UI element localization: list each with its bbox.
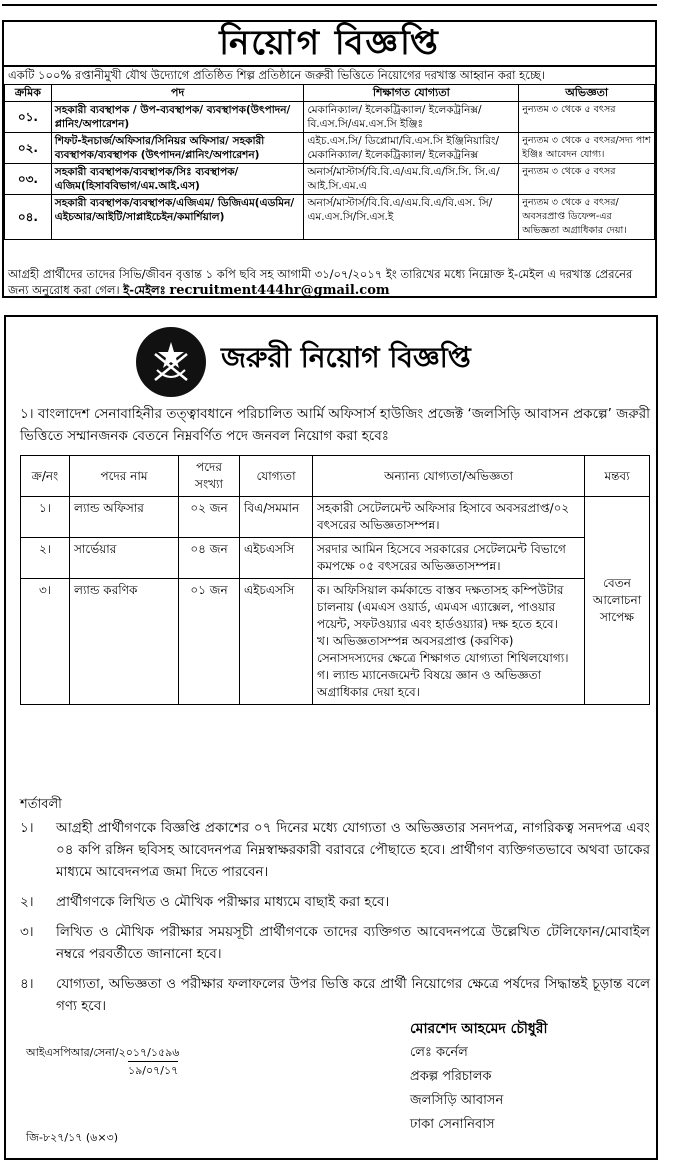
ad1-position-table [4,84,655,240]
job-ad-army-housing [4,315,658,1160]
term-text: আগ্রহী প্রার্থীগণকে বিজ্ঞপ্তি প্রকাশের ০৭ দিনের মধ্যে যোগ্যতা ও অভিজ্ঞতার সনদপত্র, নাগরিকত্ব সনদপত্র এবং ০৪ কপি রঙ্গিন ছবিসহ আবেদনপত্র নিম্নস্বাক্ষরকারী বরাবরে পৌছাতে হবে। প্রার্থীগণ ব্যক্তিগতভাবে অথবা ডাকের মাধ্যমে আবেদনপত্র জমা দিতে পারবেন। [56,820,650,880]
table-row [5,102,655,133]
table-row [21,579,650,705]
signature-block [410,1017,547,1137]
row-serial: ০২. [5,133,52,164]
terms-title: শর্তাবলী [20,797,62,812]
reference-number: আইএসপিআর/সেনা/২০১৭/১৫৯৬ [26,1046,180,1059]
row-post: সহকারী ব্যবস্থাপক/ব্যবস্থাপক/সিঃ ব্যবস্থাপক/ এজিম(হিসাববিভাগ/এম.আই.এস) [51,164,304,195]
ad-code: জি-৮২৭/১৭ (৬×৩) [26,1131,118,1144]
army-emblem-icon [136,327,206,397]
ad1-title: নিয়োগ বিজ্ঞপ্তি [219,23,440,63]
terms-list [20,817,650,1025]
table-row [5,195,655,240]
ad1-footer-text: আগ্রহী প্রার্থীদের তাদের সিভি/জীবন বৃত্তান্ত ১ কপি ছবি সহ আগামী ৩১/০৭/২০১৭ ইং তারিখের মধ্যে নিম্নোক্ত ই-মেইল এ দরখাস্ত প্রেরনের জন্য অনুরোধ করা গেল। [8,267,633,297]
signer-rank: লেঃ কর্নেল [410,1045,468,1060]
ad1-intro: একটি ১০০% রপ্তানীমুখী যৌথ উদ্যোগে প্রতিষ্ঠিত শিল্প প্রতিষ্ঠানে জরুরী ভিত্তিতে নিয়োগের দরখাস্ত আহ্বান করা হচ্ছে। [8,68,545,82]
ad1-footer [8,266,653,299]
term-number: ৪। [20,976,34,992]
reference [26,1045,179,1079]
col-header-serial: ক্রমিক [5,85,52,102]
list-item [20,891,650,913]
row-post: সহকারী ব্যবস্থাপক / উপ-ব্যবস্থাপক/ ব্যবস্থাপক(উৎপাদন/প্লানিং/অপারেশন) [51,102,304,133]
signer-title: প্রকল্প পরিচালক [410,1069,492,1084]
remark-cell [585,497,650,705]
col-header-post: পদ [51,85,304,102]
term-text: লিখিত ও মৌখিক পরীক্ষার সময়সূচী প্রার্থীগণকে তাদের ব্যক্তিগত আবেদনপত্রে উল্লেখিত টেলিফোন/মোবাইল নম্বরে পরবর্তীতে জানানো হবে। [56,924,650,962]
other-item-c: গ। ল্যান্ড ম্যানেজমেন্ট বিষয়ে জ্ঞান ও অভিজ্ঞতা অগ্রাধিকার দেয়া হবে। [317,668,542,699]
ad1-title-box [4,22,655,67]
table-header-row [5,85,655,102]
table-row [21,497,650,538]
ad2-headline: জরুরী নিয়োগ বিজ্ঞপ্তি [221,341,471,374]
col-header-serial: ক্র/নং [21,456,70,497]
row-education: মেকানিক্যাল/ ইলেকট্রিক্যাল/ ইলেকট্রনিক্স/বি.এস.সি/এম.এস.সি ইঞ্জিঃ [304,102,519,133]
row-serial: ০৩. [5,164,52,195]
row-post: শিফট-ইনচার্জ/অফিসার/সিনিয়র অফিসার/ সহকারী ব্যবস্থাপক/ব্যবস্থাপক (উৎপাদন/প্লানিং/অপারেশন) [51,133,304,164]
row-experience: নুন্যতম ৩ থেকে ৫ বৎসর [519,164,655,195]
job-ad-garments [2,20,657,298]
term-number: ২। [20,894,34,910]
col-header-count: পদের সংখ্যা [179,456,240,497]
row-serial: ৩। [21,579,70,705]
row-post: সহকারী ব্যবস্থাপক/ব্যবস্থাপক/এজিএম/ ডিজিএম(এডমিন/এইচআর/আইটি/সাপ্লাইচেইন/কমার্শিয়াল) [51,195,304,240]
row-post: সার্ভেয়ার [70,538,179,579]
ad2-position-table [20,455,650,705]
row-other: সহকারী সেটেলমেন্ট অফিসার হিসাবে অবসরপ্রাপ্ত/০২ বৎসরের অভিজ্ঞতাসম্পন্ন। [313,497,585,538]
term-text: প্রার্থীগণকে লিখিত ও মৌখিক পরীক্ষার মাধ্যমে বাছাই করা হবে। [56,894,390,910]
signer-project: জলসিড়ি আবাসন [410,1093,504,1108]
term-number: ১। [20,820,34,836]
col-header-post: পদের নাম [70,456,179,497]
row-serial: ১। [21,497,70,538]
row-post: ল্যান্ড করণিক [70,579,179,705]
table-row [21,538,650,579]
top-rule [2,4,657,6]
other-item-a: ক। অফিসিয়াল কর্মকান্ডে বাস্তব দক্ষতাসহ কম্পিউটার চালনায় (এমএস ওয়ার্ড, এমএস এ্যাক্সেল, পাওয়ার পয়েন্ট, সফটওয়্যার এবং হার্ডওয়্যার) দক্ষ হতে হবে। [317,583,564,631]
email-link[interactable]: recruitment444hr@gmail.com [169,283,390,298]
term-number: ৩। [20,924,34,940]
email-label: ই-মেইলঃ [123,283,166,297]
row-education: অনার্স/মাস্টার্স/বি.বি.এ/এম.বি.এ/বি.এস. সি/ এম.এস.সি/সি.এস.ই [304,195,519,240]
signer-place: ঢাকা সেনানিবাস [410,1117,495,1132]
row-education: এইচ.এস.সি/ ডিপ্লোমা/বি.এস.সি ইঞ্জিনিয়ারিং/মেকানিক্যাল/ ইলেকট্রিক্যাল/ ইলেকট্রনিক্স [304,133,519,164]
table-header-row [21,456,650,497]
col-header-other: অন্যান্য যোগ্যতা/অভিজ্ঞতা [313,456,585,497]
other-item-b: খ। অভিজ্ঞতাসম্পন্ন অবসরপ্রাপ্ত (করণিক) সেনাসদস্যদের ক্ষেত্রে শিক্ষাগত যোগ্যতা শিথিলযোগ্য। [317,634,569,665]
col-header-qualification: যোগ্যতা [240,456,313,497]
table-row [5,164,655,195]
col-header-remark: মন্তব্য [585,456,650,497]
row-serial: ২। [21,538,70,579]
row-post: ল্যান্ড অফিসার [70,497,179,538]
row-qualification: এইচএসসি [240,579,313,705]
row-education: অনার্স/মাস্টার্স/বি.বি.এ/এম.বি.এ/সি.সি. সি.এ/ আই.সি.এম.এ [304,164,519,195]
reference-date: ১৯/০৭/১৭ [128,1061,178,1079]
row-experience: নুন্যতম ৩ থেকে ৫ বৎসর [519,102,655,133]
row-count: ০৪ জন [179,538,240,579]
row-qualification: বিএ/সমমান [240,497,313,538]
ad2-lead: ১। বাংলাদেশ সেনাবাহিনীর তত্ত্বাবধানে পরিচালিত আর্মি অফিসার্স হাউজিং প্রজেক্ট ‘জলসিড়ি আবাসন প্রকল্পে’ জরুরী ভিত্তিতে সম্মানজনক বেতনে নিম্নবর্ণিত পদে জনবল নিয়োগ করা হবেঃ [20,406,650,444]
list-item [20,973,650,1017]
list-item [20,921,650,965]
row-experience: নুন্যতম ৩ থেকে ৫ বৎসর/ অবসরপ্রাপ্ত ডিফেন্স-এর অভিজ্ঞতা অগ্রাধিকার দেয়া। [519,195,655,240]
col-header-experience: অভিজ্ঞতা [519,85,655,102]
row-other-list [313,579,585,705]
remark-text: বেতন আলোচনা সাপেক্ষ [592,576,642,624]
row-count: ০২ জন [179,497,240,538]
row-experience: নুন্যতম ৩ থেকে ৫ বৎসর/সদ্য পাশ ইঞ্জিঃ আবেদন যোগ্য। [519,133,655,164]
signer-name: মোরশেদ আহমেদ চৌধুরী [410,1021,548,1037]
row-serial: ০৪. [5,195,52,240]
table-row [5,133,655,164]
row-other: সরদার আমিন হিসেবে সরকারের সেটেলমেন্ট বিভাগে কমপক্ষে ০৫ বৎসরের অভিজ্ঞতাসম্পন্ন। [313,538,585,579]
row-qualification: এইচএসসি [240,538,313,579]
col-header-education: শিক্ষাগত যোগ্যতা [304,85,519,102]
term-text: যোগ্যতা, অভিজ্ঞতা ও পরীক্ষার ফলাফলের উপর ভিত্তি করে প্রার্থী নিয়োগের ক্ষেত্রে পর্ষদের সিদ্ধান্তই চূড়ান্ত বলে গণ্য হবে। [56,976,650,1014]
row-serial: ০১. [5,102,52,133]
row-count: ০১ জন [179,579,240,705]
list-item [20,817,650,883]
